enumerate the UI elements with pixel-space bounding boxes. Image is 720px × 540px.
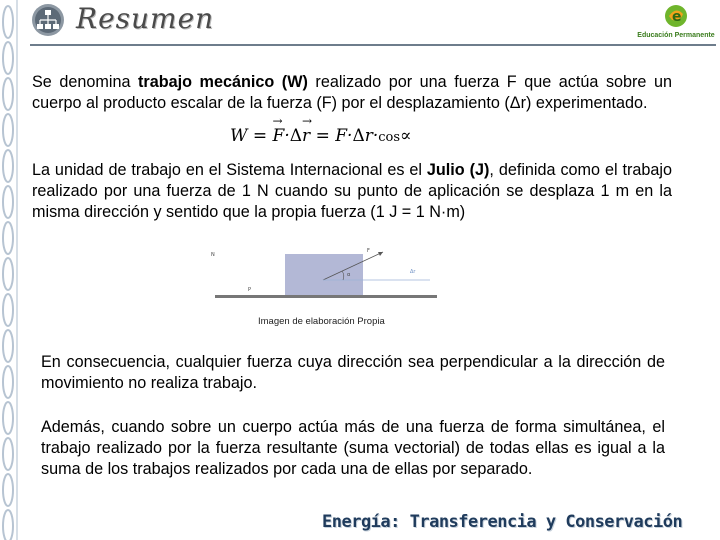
paragraph-unit: La unidad de trabajo en el Sistema Internacional es el Julio (J), definida como el trabajo realizado por una fuerza de 1 N cuando su punto de aplicación se desplaza 1 m en la misma dirección y sentido que la propia fuerza (1 J = 1 N·m) — [32, 161, 672, 221]
page-title: Resumen — [76, 2, 215, 35]
ground-line — [215, 295, 437, 298]
force-diagram — [205, 240, 445, 304]
header-divider — [30, 44, 716, 46]
label-dr: Δr — [410, 269, 416, 275]
label-n: N — [211, 252, 215, 258]
chain-border — [0, 0, 24, 540]
label-f: F — [367, 248, 370, 254]
footer-title: Energía: Transferencia y Conservación — [322, 512, 683, 532]
work-formula: W = → F·Δ → r = F·Δr·cos∝ — [230, 114, 412, 146]
logo-caption: Educación Permanente — [637, 32, 715, 39]
block — [285, 254, 363, 296]
term-trabajo: trabajo mecánico (W) — [138, 73, 308, 91]
term-julio: Julio (J) — [426, 161, 490, 179]
paragraph-definition: Se denomina trabajo mecánico (W) realizado por una fuerza F que actúa sobre un cuerpo al producto escalar de la fuerza (F) por el desplazamiento (Δr) experimentado. — [32, 73, 673, 112]
paragraph-perpendicular: En consecuencia, cualquier fuerza cuya dirección sea perpendicular a la dirección de movimiento no realiza trabajo. — [41, 353, 665, 392]
figure-caption: Imagen de elaboración Propia — [258, 316, 385, 327]
svg-text:e: e — [672, 9, 682, 25]
label-p: P — [248, 287, 252, 293]
sitemap-icon — [28, 2, 68, 38]
paragraph-resultant: Además, cuando sobre un cuerpo actúa más de una fuerza de forma simultánea, el trabajo realizado por la fuerza resultante (suma vectorial) de todas ellas es igual a la suma de los trabajos realizados por cada una de ellas por separado. — [41, 418, 665, 478]
label-alpha: α — [347, 272, 351, 278]
